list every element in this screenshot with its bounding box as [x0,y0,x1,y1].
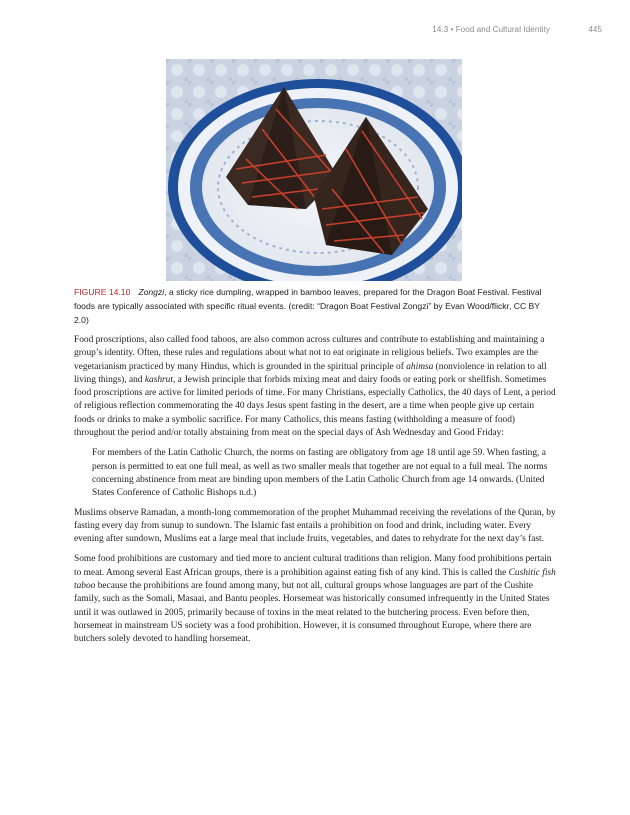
figure-label: FIGURE 14.10 [74,287,131,297]
paragraph-1 [74,334,556,440]
caption-italic: Zongzi [138,287,165,297]
zongzi-photo [166,59,462,281]
zongzi-illustration [166,59,462,281]
body-text [74,334,556,654]
paragraph-2: Muslims observe Ramadan, a month-long commemoration of the prophet Muhammad receiving the revelations of the Quran, by fasting every day from sunup to sundown. The Islamic fast entails a prohibition on food and drink, including water. Every evening after sundown, Muslims eat a large meal that include fruits, vegetables, and dates to rehydrate for the next day’s fast. [74,507,556,545]
paragraph-3 [74,553,556,646]
p1-text-c: (nonviolence in relation to all living things), and [74,361,547,385]
term-kashrut: kashrut [144,374,173,385]
term-cushitic-fish-taboo: Cushitic fish taboo [74,567,556,592]
p1-text-a: Food proscriptions, also called food taboos, are also common across cultures and contribute to establishing and maintaining a group’s identity. Often, these rules and regulations about what not to eat originate in religious beliefs. Two examples are the vegetarianism practiced by many Hindus, which is grounded in the spiritual principle of [74,335,545,372]
figure-caption [74,285,554,327]
block-quote: For members of the Latin Catholic Church, the norms on fasting are obligatory from age 18 until age 59. When fasting, a person is permitted to eat one full meal, as well as two smaller meals that together are not equal to a full meal. The norms concerning abstinence from meat are binding upon members of the Latin Catholic Church from age 14 onwards. (United States Conference of Catholic Bishops n.d.) [92,448,548,499]
p3-text-a: Some food prohibitions are customary and tied more to ancient cultural traditions than religion. Many food prohibitions pertain to meat. Among several East African groups, there is a prohibition against eating fish of any kind. This is called the [74,554,552,578]
p3-text-c: because the prohibitions are found among many, but not all, cultural groups whose languages are part of the Cushite family, such as the Somali, Masaai, and Bantu peoples. Horsemeat was historically consumed infrequently in the United States until it was outlawed in 2005, primarily because of toxins in the meat related to the butchering process. Even before then, horsemeat in mainstream US society was a food prohibition. However, it is consumed throughout Europe, where there are butchers solely devoted to handling horsemeat. [74,581,550,645]
running-header [432,25,602,34]
page-number: 445 [588,25,602,34]
p1-text-e: , a Jewish principle that forbids mixing meat and dairy foods or eating pork or shellfish. Sometimes food proscriptions are active for limited periods of time. For many Christians, especially Catholics, the 40 days of Lent, a period of religious reflection commemorating the 40 days Jesus spent fasting in the desert, are a time when people give up certain foods or drinks to make a symbolic sacrifice. For many Catholics, this means fasting (withholding a measure of food) throughout the period and/or totally abstaining from meat on the special days of Ash Wednesday and Good Friday: [74,374,556,439]
term-ahimsa: ahimsa [406,361,434,372]
section-title: 14.3 • Food and Cultural Identity [432,25,551,34]
caption-text: , a sticky rice dumpling, wrapped in bamboo leaves, prepared for the Dragon Boat Festival. Festival foods are typically associated with specific ritual events. (credit: “Dragon Boat Festival Zongzi” by Evan Wood/flickr, CC BY 2.0) [74,287,542,325]
